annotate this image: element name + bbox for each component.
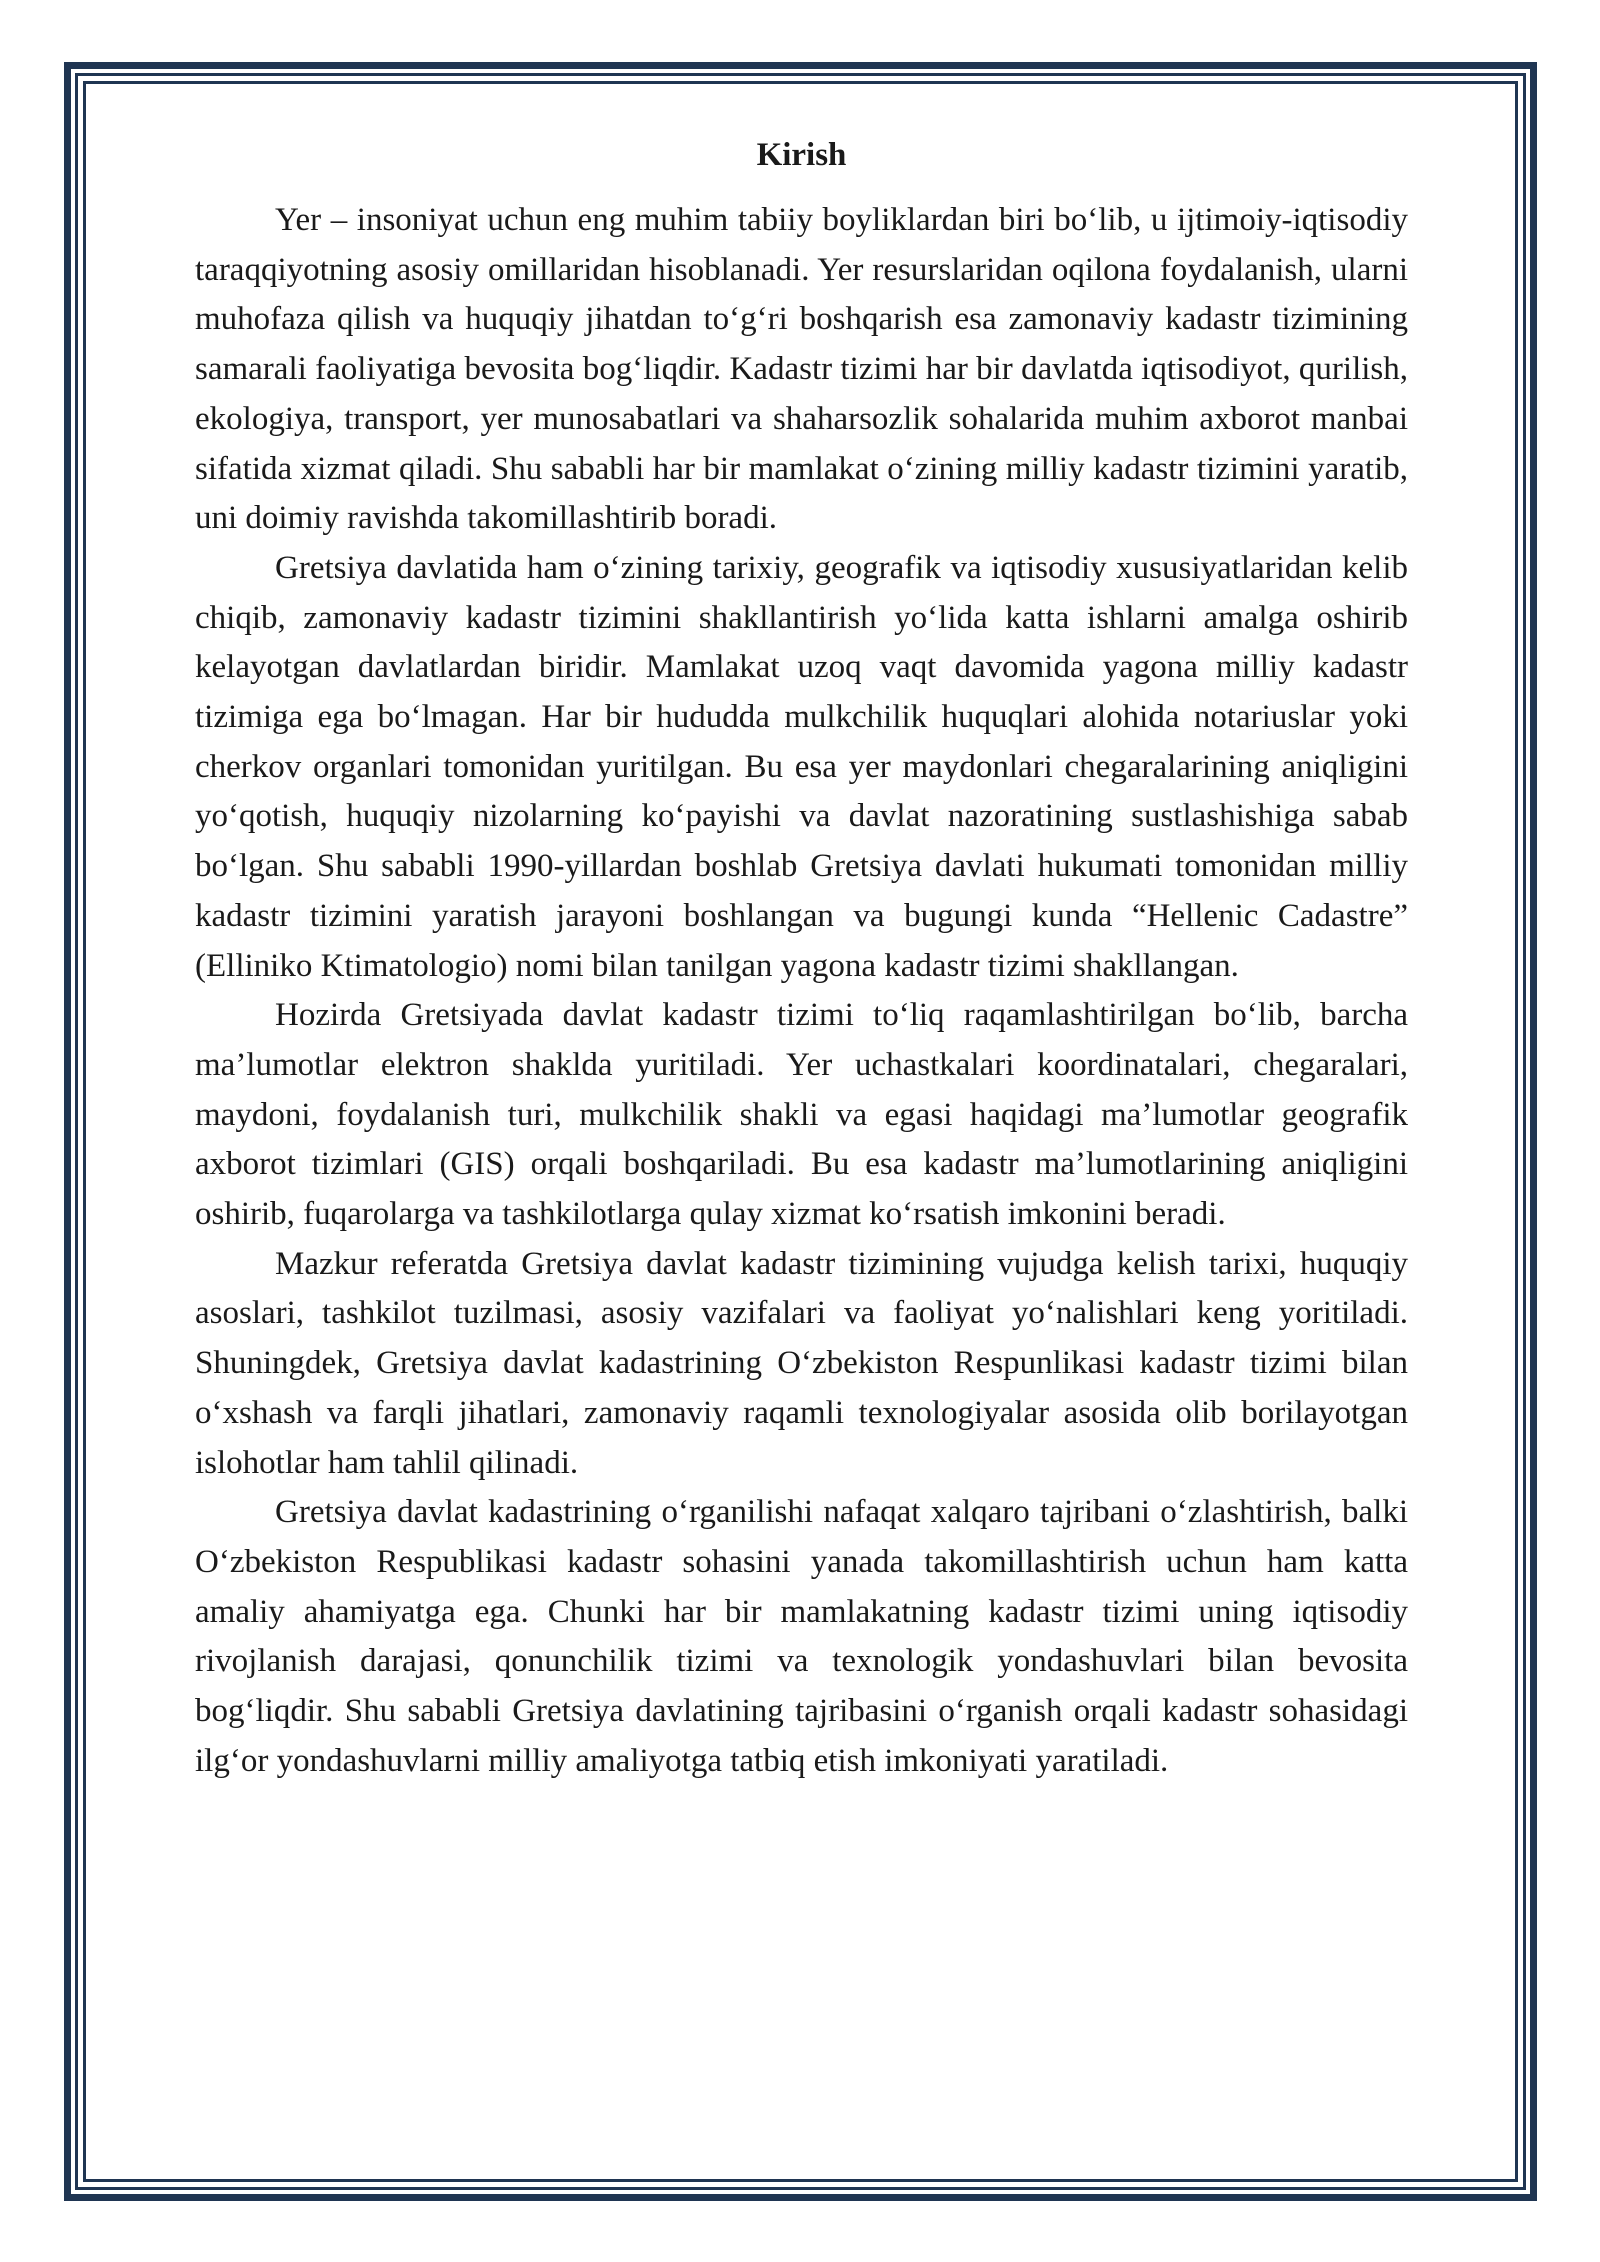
paragraph-1: Yer – insoniyat uchun eng muhim tabiiy boyliklardan biri bo‘lib, u ijtimoiy-iqtisodiy taraqqiyotning asosiy omillaridan hisoblanadi. Yer resurslaridan oqilona foydalanish, ularni muhofaza qilish va huquqiy jihatdan to‘g‘ri boshqarish esa zamonaviy kadastr tizimining samarali faoliyatiga bevosita bog‘liqdir. Kadastr tizimi har bir davlatda iqtisodiyot, qurilish, ekologiya, transport, yer munosabatlari va shaharsozlik sohalarida muhim axborot manbai sifatida xizmat qiladi. Shu sababli har bir mamlakat o‘zining milliy kadastr tizimini yaratib, uni doimiy ravishda takomillashtirib boradi. [195, 202, 1408, 537]
document-title: Kirish [756, 137, 847, 173]
paragraph-5: Gretsiya davlat kadastrining o‘rganilishi nafaqat xalqaro tajribani o‘zlashtirish, balki O‘zbekiston Respublikasi kadastr sohasini yanada takomillashtirish uchun ham katta amaliy ahamiyatga ega. Chunki har bir mamlakatning kadastr tizimi uning iqtisodiy rivojlanish darajasi, qonunchilik tizimi va texnologik yondashuvlari bilan bevosita bog‘liqdir. Shu sababli Gretsiya davlatining tajribasini o‘rganish orqali kadastr sohasidagi ilg‘or yondashuvlarni milliy amaliyotga tatbiq etish imkoniyati yaratiladi. [195, 1494, 1408, 1779]
document-body [195, 130, 1408, 1787]
paragraph-3: Hozirda Gretsiyada davlat kadastr tizimi to‘liq raqamlashtirilgan bo‘lib, barcha ma’lumotlar elektron shaklda yuritiladi. Yer uchastkalari koordinatalari, chegaralari, maydoni, foydalanish turi, mulkchilik shakli va egasi haqidagi ma’lumotlar geografik axborot tizimlari (GIS) orqali boshqariladi. Bu esa kadastr ma’lumotlarining aniqligini oshirib, fuqarolarga va tashkilotlarga qulay xizmat ko‘rsatish imkonini beradi. [195, 997, 1408, 1233]
paragraph-4: Mazkur referatda Gretsiya davlat kadastr tizimining vujudga kelish tarixi, huquqiy asoslari, tashkilot tuzilmasi, asosiy vazifalari va faoliyat yo‘nalishlari keng yoritiladi. Shuningdek, Gretsiya davlat kadastrining O‘zbekiston Respunlikasi kadastr tizimi bilan o‘xshash va farqli jihatlari, zamonaviy raqamli texnologiyalar asosida olib borilayotgan islohotlar ham tahlil qilinadi. [195, 1245, 1408, 1481]
paragraph-2: Gretsiya davlatida ham o‘zining tarixiy, geografik va iqtisodiy xususiyatlaridan kelib chiqib, zamonaviy kadastr tizimini shakllantirish yo‘lida katta ishlarni amalga oshirib kelayotgan davlatlardan biridir. Mamlakat uzoq vaqt davomida yagona milliy kadastr tizimiga ega bo‘lmagan. Har bir hududda mulkchilik huquqlari alohida notariuslar yoki cherkov organlari tomonidan yuritilgan. Bu esa yer maydonlari chegaralarining aniqligini yo‘qotish, huquqiy nizolarning ko‘payishi va davlat nazoratining sustlashishiga sabab bo‘lgan. Shu sababli 1990-yillardan boshlab Gretsiya davlati hukumati tomonidan milliy kadastr tizimini yaratish jarayoni boshlangan va bugungi kunda “Hellenic Cadastre” (Elliniko Ktimatologio) nomi bilan tanilgan yagona kadastr tizimi shakllangan. [195, 549, 1408, 984]
